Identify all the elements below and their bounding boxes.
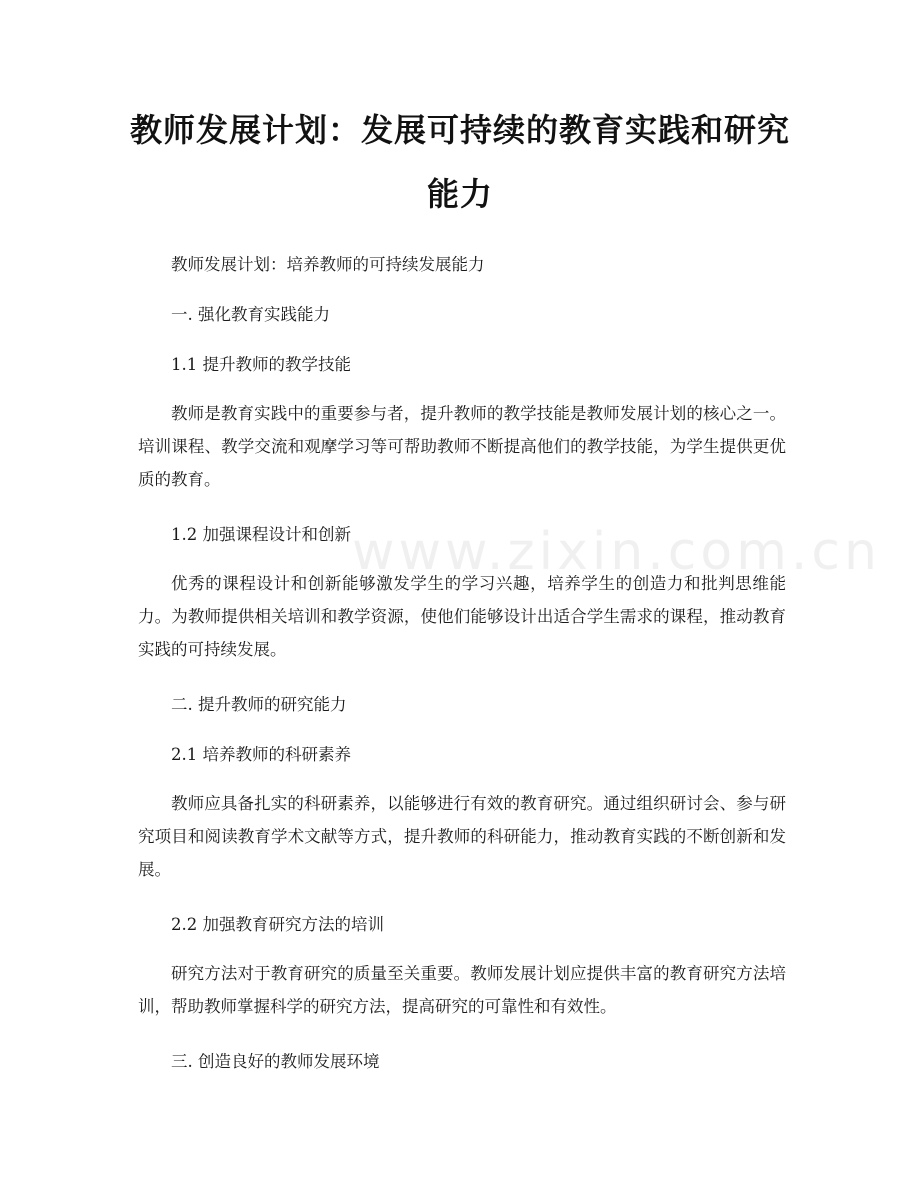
document-title: 教师发展计划：发展可持续的教育实践和研究能力 <box>129 111 790 213</box>
subsection-heading-1-1: 1.1 提升教师的教学技能 <box>171 355 351 374</box>
paragraph-1-1: 教师是教育实践中的重要参与者，提升教师的教学技能是教师发展计划的核心之一。培训课程、教学交流和观摩学习等可帮助教师不断提高他们的教学技能，为学生提供更优质的教育。 <box>138 404 786 489</box>
section-heading-3: 三. 创造良好的教师发展环境 <box>171 1052 380 1071</box>
paragraph-2-1: 教师应具备扎实的科研素养，以能够进行有效的教育研究。通过组织研讨会、参与研究项目和阅读教育学术文献等方式，提升教师的科研能力，推动教育实践的不断创新和发展。 <box>138 794 786 879</box>
paragraph-1-2: 优秀的课程设计和创新能够激发学生的学习兴趣，培养学生的创造力和批判思维能力。为教师提供相关培训和教学资源，使他们能够设计出适合学生需求的课程，推动教育实践的可持续发展。 <box>138 574 786 659</box>
section-heading-1: 一. 强化教育实践能力 <box>171 305 330 324</box>
subsection-heading-2-2: 2.2 加强教育研究方法的培训 <box>171 915 384 934</box>
section-heading-2: 二. 提升教师的研究能力 <box>171 695 347 714</box>
watermark: www.zixin.com.cn <box>352 522 881 582</box>
intro-heading: 教师发展计划：培养教师的可持续发展能力 <box>171 255 485 274</box>
subsection-heading-2-1: 2.1 培养教师的科研素养 <box>171 745 351 764</box>
subsection-heading-1-2: 1.2 加强课程设计和创新 <box>171 525 351 544</box>
paragraph-2-2: 研究方法对于教育研究的质量至关重要。教师发展计划应提供丰富的教育研究方法培训，帮助教师掌握科学的研究方法，提高研究的可靠性和有效性。 <box>138 964 786 1016</box>
